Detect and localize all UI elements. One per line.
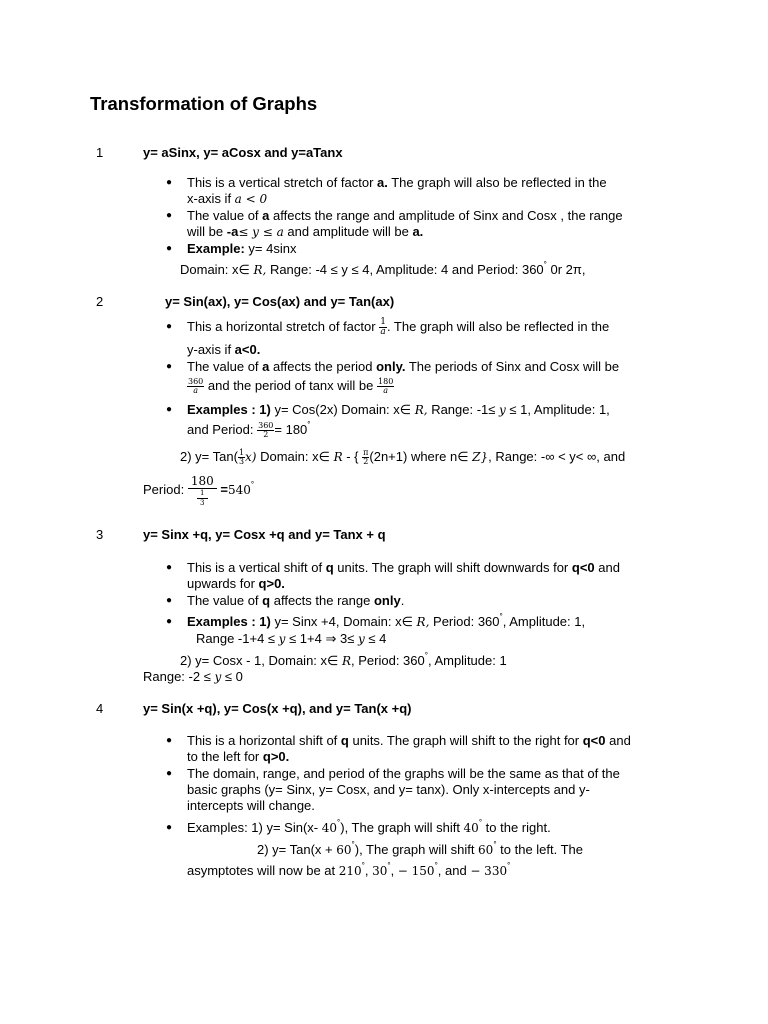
s4-bullet-1-line-2: to the left for q>0. bbox=[187, 749, 290, 764]
section-3-title: y= Sinx +q, y= Cosx +q and y= Tanx + q bbox=[143, 527, 386, 542]
bullet-icon: ● bbox=[166, 243, 173, 254]
section-3-number: 3 bbox=[96, 527, 104, 542]
s2-example-2-line: 2) y= Tan( $\frac{1}{3}$ x) Domain: x∈ R - { $\frac{\pi}{2}$ (2n+1) where n∈ Z}, Range: -∞ < y< ∞, and bbox=[180, 448, 626, 467]
section-2-number: 2 bbox=[96, 294, 104, 309]
bullet-icon: ● bbox=[166, 562, 173, 573]
fraction-180-over-a: $\frac{180}{a}$ bbox=[378, 377, 394, 396]
s4-bullet-2-line-1: The domain, range, and period of the graphs will be the same as that of the bbox=[187, 766, 620, 781]
s1-bullet-2-line-2: will be -a≤ y ≤ a and amplitude will be a. bbox=[187, 224, 424, 239]
fraction-1-over-a: $\frac{1}{a}$ bbox=[380, 317, 386, 338]
fraction-1-over-3: $\frac{1}{3}$ bbox=[238, 448, 245, 467]
nested-fraction-1-over-3: $\frac{1}{3}$ bbox=[197, 490, 207, 507]
s2-bullet-1-line-2: y-axis if a<0. bbox=[187, 342, 261, 357]
s1-bullet-1-line-1: This is a vertical stretch of factor a. The graph will also be reflected in the bbox=[187, 175, 607, 190]
fraction-180-over-one-third: $\frac{180}{\frac{1}{3}}$ bbox=[188, 475, 217, 507]
section-2-title: y= Sin(ax), y= Cos(ax) and y= Tan(ax) bbox=[165, 294, 395, 309]
section-4-number: 4 bbox=[96, 701, 104, 716]
s1-domain-line: Domain: x∈ R, Range: -4 ≤ y ≤ 4, Amplitude: 4 and Period: 360° 0r 2π, bbox=[180, 260, 586, 277]
s4-bullet-1-line-1: This is a horizontal shift of q units. The graph will shift to the right for q<0 and bbox=[187, 733, 631, 748]
section-4-title: y= Sin(x +q), y= Cos(x +q), and y= Tan(x +q) bbox=[143, 701, 412, 716]
s4-bullet-2-line-3: intercepts will change. bbox=[187, 798, 315, 813]
s3-bullet-1-line-1: This is a vertical shift of q units. The graph will shift downwards for q<0 and bbox=[187, 560, 620, 575]
bullet-icon: ● bbox=[166, 595, 173, 606]
bullet-icon: ● bbox=[166, 210, 173, 221]
s2-bullet-3-line-2: and Period: $\frac{360}{2}$ = 180° bbox=[187, 420, 311, 440]
s2-bullet-3-line-1: Examples : 1) y= Cos(2x) Domain: x∈ R, Range: -1≤ y ≤ 1, Amplitude: 1, bbox=[187, 402, 610, 417]
bullet-icon: ● bbox=[166, 768, 173, 779]
s1-bullet-1-line-2: x-axis if a < 0 bbox=[187, 191, 268, 206]
s3-bullet-3-line-2: Range -1+4 ≤ y ≤ 1+4 ⇒ 3≤ y ≤ 4 bbox=[196, 631, 387, 646]
s1-bullet-2-line-1: The value of a affects the range and amplitude of Sinx and Cosx , the range bbox=[187, 208, 623, 223]
s1-bullet-3: Example: y= 4sinx bbox=[187, 241, 297, 256]
bullet-icon: ● bbox=[166, 177, 173, 188]
bullet-icon: ● bbox=[166, 822, 173, 833]
section-1-title: y= aSinx, y= aCosx and y=aTanx bbox=[143, 145, 343, 160]
section-1-number: 1 bbox=[96, 145, 104, 160]
s2-period-line: Period: $\frac{180}{\frac{1}{3}}$ =540° bbox=[143, 473, 255, 507]
s3-range-line: Range: -2 ≤ y ≤ 0 bbox=[143, 669, 243, 684]
s2-bullet-2-line-1: The value of a affects the period only. The periods of Sinx and Cosx will be bbox=[187, 359, 620, 374]
fraction-360-over-2: $\frac{360}{2}$ bbox=[258, 421, 274, 440]
bullet-icon: ● bbox=[166, 616, 173, 627]
bullet-icon: ● bbox=[166, 735, 173, 746]
fraction-pi-over-2: $\frac{\pi}{2}$ bbox=[363, 448, 369, 467]
s3-bullet-3-line-1: Examples : 1) y= Sinx +4, Domain: x∈ R, Period: 360°, Amplitude: 1, bbox=[187, 612, 586, 629]
s4-example-2-line-2: asymptotes will now be at 210°, 30°, − 150°, and − 330° bbox=[187, 861, 511, 878]
s3-bullet-1-line-2: upwards for q>0. bbox=[187, 576, 285, 591]
s4-example-2-line-1: 2) y= Tan(x + 60°), The graph will shift 60° to the left. The bbox=[257, 840, 584, 857]
s2-bullet-2-line-2: $\frac{360}{a}$ and the period of tanx will be $\frac{180}{a}$ bbox=[188, 377, 394, 396]
page-title: Transformation of Graphs bbox=[90, 93, 318, 114]
bullet-icon: ● bbox=[166, 321, 173, 332]
s3-example-2-line: 2) y= Cosx - 1, Domain: x∈ R, Period: 360°, Amplitude: 1 bbox=[180, 651, 507, 668]
s4-bullet-2-line-2: basic graphs (y= Sinx, y= Cosx, and y= tanx). Only x-intercepts and y- bbox=[187, 782, 590, 797]
bullet-icon: ● bbox=[166, 361, 173, 372]
fraction-360-over-a: $\frac{360}{a}$ bbox=[188, 377, 204, 396]
s2-bullet-1-line-1: This a horizontal stretch of factor $\frac{1}{a}$ . The graph will also be reflected in the bbox=[187, 317, 610, 338]
s3-bullet-2: The value of q affects the range only. bbox=[187, 593, 405, 608]
s4-bullet-3-line-1: Examples: 1) y= Sin(x- 40°), The graph will shift 40° to the right. bbox=[187, 818, 551, 835]
bullet-icon: ● bbox=[166, 404, 173, 415]
